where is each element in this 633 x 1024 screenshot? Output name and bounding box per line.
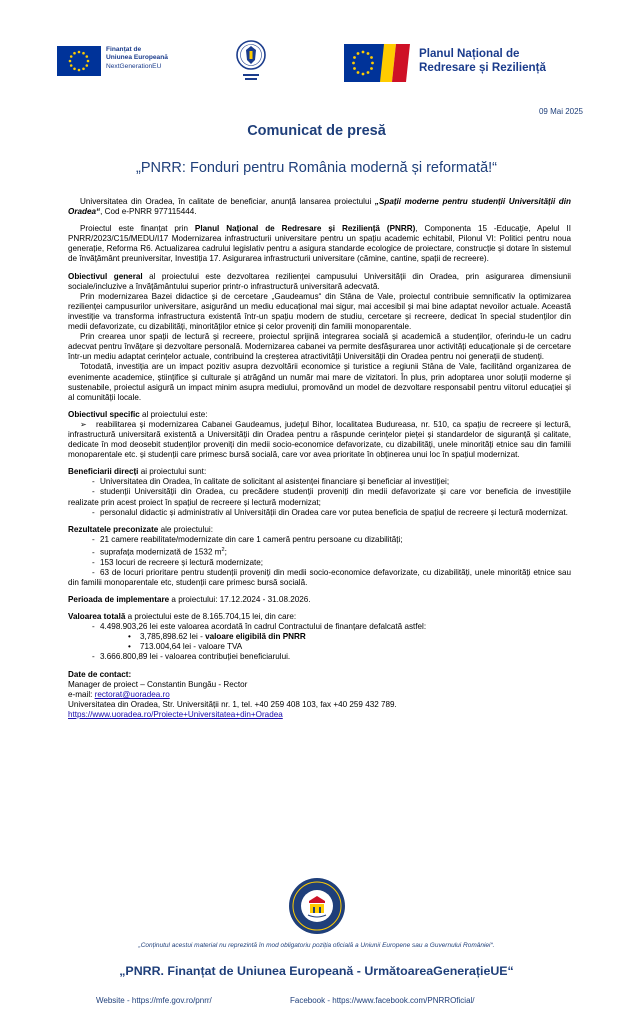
footer-facebook-link[interactable]: Facebook - https://www.facebook.com/PNRROficial/ xyxy=(290,996,475,1005)
list-item: - 153 locuri de recreere și lectură modernizate; xyxy=(92,557,264,567)
paragraph-specific-objective: Obiectivul specific al proiectului este: xyxy=(68,409,208,419)
page-subtitle: „PNRR: Fonduri pentru România modernă și reformată!“ xyxy=(135,160,498,176)
results-heading: Rezultatele preconizate ale proiectului: xyxy=(68,524,213,534)
contact-email-line: e-mail: rectorat@uoradea.ro xyxy=(68,689,170,699)
eu-flag-icon xyxy=(57,46,101,76)
paragraph-modernization: Prin modernizarea Bazei didactice și de cercetare „Gaudeamus“ din Stâna de Vale, proiectul contribuie semnificativ la optimizarea rezilienței campusurilor universitare, asigurând un mediu educațional mai sigur, mai accesibil și mai bine adaptat nevoilor actuale. Această investiție va transforma infrastructura existentă într-un spațiu modern de studiu, cercetare și recreere, dedicat în special studenților din medii defavorizate, cu dizabilități, minorităților etnice și celor proveniți din familii monoparentale. xyxy=(68,291,571,332)
list-item: - personalul didactic și administrativ al Universității din Oradea care vor putea beneficia de spațiul de recreere și lectură modernizat. xyxy=(92,507,568,517)
list-item: • 3,785,898.62 lei - valoare eligibilă din PNRR xyxy=(128,632,306,642)
list-item: - 3.666.800,89 lei - valoarea contribuției beneficiarului. xyxy=(92,652,291,662)
university-seal-icon xyxy=(288,877,346,935)
disclaimer: „Conținutul acestui material nu reprezintă în mod obligatoriu poziția oficială a Uniunii Europene sau a Guvernului României“. xyxy=(138,942,495,949)
paragraph-intro: Universitatea din Oradea, în calitate de beneficiar, anunță lansarea proiectului „Spații moderne pentru studenții Universității din Oradea“, Cod e-PNRR 977115444. xyxy=(68,197,571,217)
pnrr-line-2: Redresare și Reziliență xyxy=(419,61,546,74)
list-item: - Universitatea din Oradea, în calitate de solicitant al asistenței financiare și beneficiar al investiției; xyxy=(92,477,450,487)
contact-url-line xyxy=(68,710,571,720)
list-item: - 63 de locuri prioritare pentru studenții proveniți din medii socio-economice defavorizate, cu dizabilități, unele minorități etnice sau din familii monoparentale etc, studenții care primesc bursă socială. xyxy=(68,567,571,587)
pnrr-line-1: Planul Național de xyxy=(419,47,520,60)
paragraph-spaces: Prin crearea unor spații de lectură și recreere, proiectul sprijină integrarea socială și academică a studenților, oferindu-le un cadru adecvat pentru învățare și dezvoltare personală. Modernizarea cabanei va permite desfășurarea unor activități educaționale și de cercetare într-un mediu adaptat cerințelor actuale, contribuind la creșterea atractivității Universității din Oradea pentru noi generații de studenți. xyxy=(68,332,571,362)
eu-line-3: NextGenerationEU xyxy=(106,62,162,70)
email-link[interactable]: rectorat@uoradea.ro xyxy=(94,689,170,699)
press-release-body xyxy=(68,197,571,720)
list-item: - suprafața modernizată de 1532 $m^2$; xyxy=(92,546,227,557)
paragraph-impact: Totodată, investiția are un impact pozitiv asupra dezvoltării economice și turistice a regiunii Stâna de Vale, facilitând organizarea de evenimente academice, științifice și culturale și atrăgând un număr mai mare de vizitatori. În plus, prin adoptarea unor soluții moderne și sustenabile, proiectul asigură un impact minim asupra mediului, promovând un model de dezvoltare responsabil pentru viitorul educației și al comunității locale. xyxy=(68,362,571,402)
footer-website-link[interactable]: Website - https://mfe.gov.ro/pnrr/ xyxy=(96,996,212,1005)
paragraph-general-objective: Obiectivul general al proiectului este dezvoltarea rezilienței campusului Universității din Oradea, prin asigurarea dimensiunii sociale/incluzive a învățământului superior printr-o infrastructură universitară adecvată. xyxy=(68,271,571,291)
page-title: Comunicat de presă xyxy=(247,123,386,139)
list-item: - 4.498.903,26 lei este valoarea acordată în cadrul Contractului de finanțare defalcată astfel: xyxy=(92,622,427,632)
list-item: - 21 camere reabilitate/modernizate din care 1 cameră pentru persoane cu dizabilități; xyxy=(92,534,403,544)
beneficiaries-heading: Beneficiarii direcți ai proiectului sunt: xyxy=(68,467,207,477)
footer-slogan: „PNRR. Finanțat de Uniunea Europeană - UrmătoareaGenerațieUE“ xyxy=(119,964,514,978)
eu-line-2: Uniunea Europeană xyxy=(106,54,168,62)
eu-line-1: Finanțat de xyxy=(106,46,142,53)
government-emblem-icon xyxy=(234,38,268,86)
eu-funding-text xyxy=(106,46,168,71)
arrow-bullet-icon: ➢ xyxy=(80,419,87,429)
implementation-period: Perioada de implementare a proiectului: 17.12.2024 - 31.08.2026. xyxy=(68,595,311,604)
pnrr-title xyxy=(419,47,546,75)
list-item: • 713.004,64 lei - valoare TVA xyxy=(128,642,243,652)
header xyxy=(0,38,633,86)
contact-manager: Manager de proiect – Constantin Bungău - Rector xyxy=(68,679,248,689)
total-value: Valoarea totală a proiectului este de 8.165.704,15 lei, din care: xyxy=(68,612,297,622)
press-date: 09 Mai 2025 xyxy=(538,107,583,116)
pnrr-flag-icon xyxy=(344,42,412,82)
project-url-link[interactable]: https://www.uoradea.ro/Proiecte+Universitatea+din+Oradea xyxy=(68,709,283,719)
specific-objective-item: ➢ reabilitarea și modernizarea Cabanei Gaudeamus, județul Bihor, localitatea Budureasa, nr. 510, ca spațiu de recreere și lectură, infrastructură universitară existentă a Universității din Oradea pentru a răspunde cerințelor pieței și standardelor de siguranță și calitate, dedicate în mod deosebit studenților proveniți din medii socio-economice defavorizate, cu dizabilități, unele minorități etnice sau din familii monoparentale etc. și studenții care primesc bursă socială, care vor avea prioritate în obținerea unui loc în spațiul modernizat. xyxy=(68,419,571,460)
contact-heading: Date de contact: xyxy=(68,669,132,679)
contact-address: Universitatea din Oradea, Str. Universității nr. 1, tel. +40 259 408 103, fax +40 259 432 789. xyxy=(68,699,397,709)
list-item: - studenții Universității din Oradea, cu precădere studenții proveniți din medii defavorizate și care vor beneficia de investițiile realizate prin acest proiect în spațiul de recreere și lectură modernizat; xyxy=(68,487,571,507)
paragraph-financing: Proiectul este finanțat prin Planul Național de Redresare și Reziliență (PNRR), Componenta 15 -Educație, Apelul II PNRR/2023/C15/MEDU/I17 Modernizarea infrastructurii universitare pentru un spațiu academic echitabil, Pilonul VI: Politici pentru noua generație, Reforma R6. Actualizarea cadrului legislativ pentru a asigura standarde ecologice de proiectare, construcție și dotare în sistemul de învățământ preuniversitar, Investiția 17. Asigurarea infrastructurii universitare (cămine, cantine, spații de recreere). xyxy=(68,224,572,264)
